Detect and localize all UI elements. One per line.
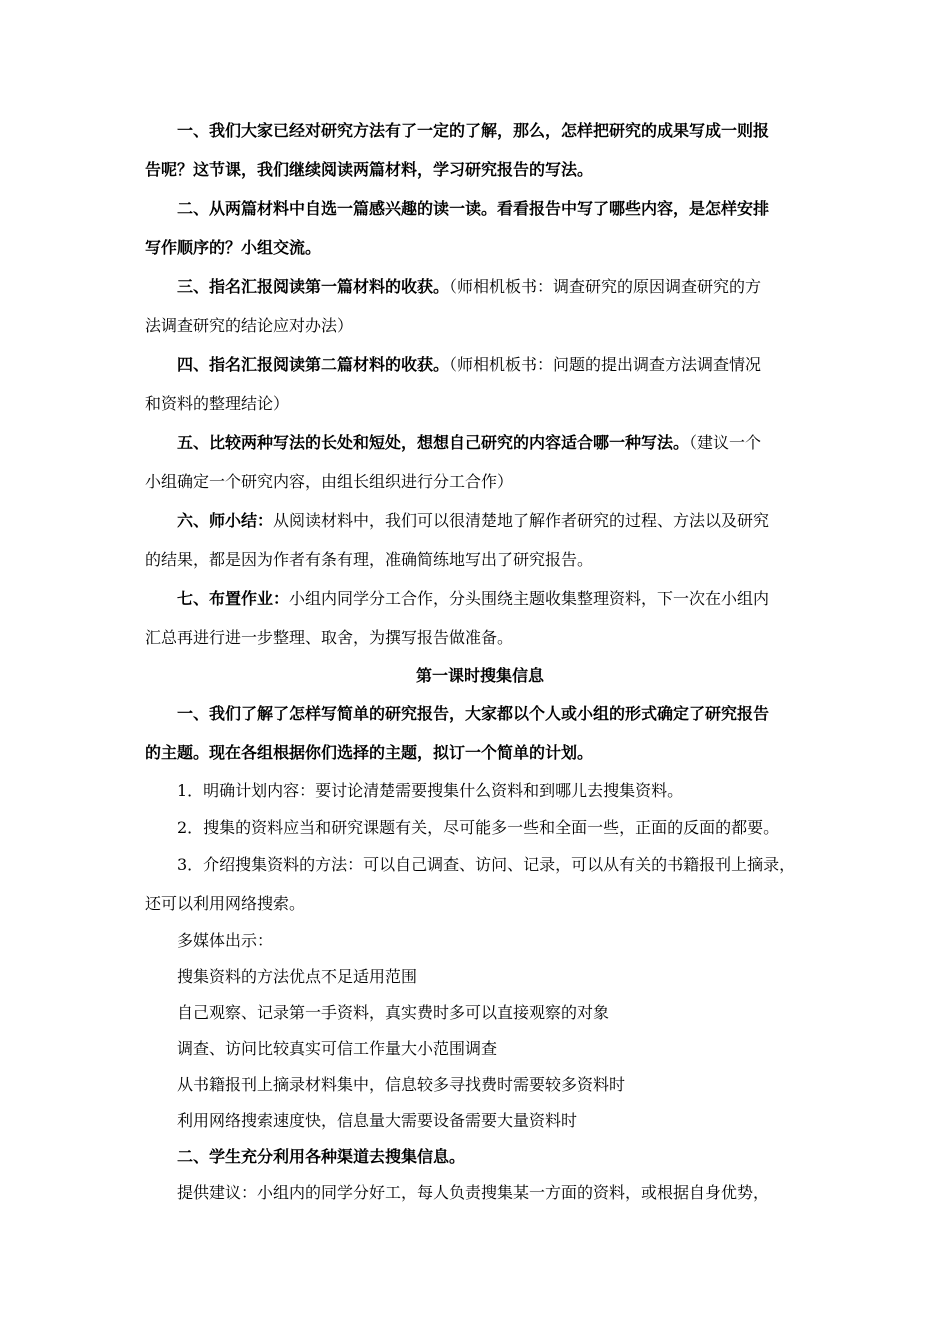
section-paragraph-1-line-2: [145, 740, 593, 766]
methods-table-header: [145, 964, 417, 990]
normal-text: 汇总再进行进一步整理、取舍，为撰写报告做准备。: [145, 628, 514, 647]
normal-text: 1．明确计划内容：要讨论清楚需要搜集什么资料和到哪儿去搜集资料。: [177, 781, 684, 800]
paragraph-3-line-2: [145, 313, 353, 339]
normal-text: （师相机板书：调查研究的原因调查研究的方: [449, 277, 762, 296]
section-paragraph-2: [145, 1144, 465, 1170]
paragraph-5-line-2: [145, 469, 513, 495]
bold-text: 五、比较两种写法的长处和短处，想想自己研究的内容适合哪一种写法。: [177, 433, 690, 452]
normal-text: 小组内同学分工合作，分头围绕主题收集整理资料，下一次在小组内: [289, 589, 770, 608]
bold-text: 一、我们大家已经对研究方法有了一定的了解，那么，怎样把研究的成果写成一则报: [177, 121, 770, 140]
normal-text: 提供建议：小组内的同学分好工，每人负责搜集某一方面的资料，或根据自身优势，: [177, 1183, 770, 1202]
normal-text: 调查、访问比较真实可信工作量大小范围调查: [177, 1039, 498, 1058]
normal-text: 搜集资料的方法优点不足适用范围: [177, 967, 418, 986]
normal-text: 和资料的整理结论）: [145, 394, 290, 413]
normal-text: 3．介绍搜集资料的方法：可以自己调查、访问、记录，可以从有关的书籍报刊上摘录，: [177, 855, 796, 874]
plan-item-2: [145, 815, 779, 841]
section-title: 第一课时搜集信息: [415, 666, 544, 685]
bold-text: 三、指名汇报阅读第一篇材料的收获。: [177, 277, 450, 296]
bold-text: 六、师小结：: [177, 511, 274, 530]
paragraph-1-line-2: [145, 157, 593, 183]
bold-text: 七、布置作业：: [177, 589, 290, 608]
paragraph-2-line-1: [145, 196, 769, 222]
normal-text: （师相机板书：问题的提出调查方法调查情况: [449, 355, 762, 374]
bold-text: 一、我们了解了怎样写简单的研究报告，大家都以个人或小组的形式确定了研究报告: [177, 704, 770, 723]
normal-text: 多媒体出示：: [177, 931, 274, 950]
normal-text: （建议一个: [689, 433, 762, 452]
paragraph-4-line-2: [145, 391, 289, 417]
bold-text: 四、指名汇报阅读第二篇材料的收获。: [177, 355, 450, 374]
paragraph-5-line-1: [145, 430, 761, 456]
bold-text: 二、从两篇材料中自选一篇感兴趣的读一读。看看报告中写了哪些内容，是怎样安排: [177, 199, 770, 218]
plan-item-1: [145, 778, 683, 804]
multimedia-heading: [145, 928, 273, 954]
paragraph-3-line-1: [145, 274, 761, 300]
section-paragraph-1-line-1: [145, 701, 769, 727]
methods-row-4: [145, 1108, 577, 1134]
paragraph-6-line-2: [145, 547, 593, 573]
paragraph-6-line-1: [145, 508, 769, 534]
normal-text: 自己观察、记录第一手资料，真实费时多可以直接观察的对象: [177, 1003, 610, 1022]
paragraph-7-line-1: [145, 586, 769, 612]
paragraph-1-line-1: [145, 118, 769, 144]
suggestion-line: [145, 1180, 769, 1206]
normal-text: 2．搜集的资料应当和研究课题有关，尽可能多一些和全面一些，正面的反面的都要。: [177, 818, 780, 837]
normal-text: 还可以利用网络搜索。: [145, 894, 306, 913]
bold-text: 告呢？这节课，我们继续阅读两篇材料，学习研究报告的写法。: [145, 160, 594, 179]
normal-text: 小组确定一个研究内容，由组长组织进行分工合作）: [145, 472, 514, 491]
normal-text: 利用网络搜索速度快，信息量大需要设备需要大量资料时: [177, 1111, 578, 1130]
methods-row-2: [145, 1036, 497, 1062]
normal-text: 从书籍报刊上摘录材料集中，信息较多寻找费时需要较多资料时: [177, 1075, 626, 1094]
bold-text: 写作顺序的？小组交流。: [145, 238, 322, 257]
normal-text: 从阅读材料中，我们可以很清楚地了解作者研究的过程、方法以及研究: [273, 511, 770, 530]
paragraph-7-line-2: [145, 625, 513, 651]
normal-text: 的结果，都是因为作者有条有理，准确简练地写出了研究报告。: [145, 550, 594, 569]
methods-row-1: [145, 1000, 609, 1026]
normal-text: 法调查研究的结论应对办法）: [145, 316, 354, 335]
bold-text: 的主题。现在各组根据你们选择的主题，拟订一个简单的计划。: [145, 743, 594, 762]
bold-text: 二、学生充分利用各种渠道去搜集信息。: [177, 1147, 466, 1166]
paragraph-2-line-2: [145, 235, 321, 261]
paragraph-4-line-1: [145, 352, 761, 378]
methods-row-3: [145, 1072, 625, 1098]
plan-item-3-line-1: [145, 852, 795, 878]
plan-item-3-line-2: [145, 891, 305, 917]
